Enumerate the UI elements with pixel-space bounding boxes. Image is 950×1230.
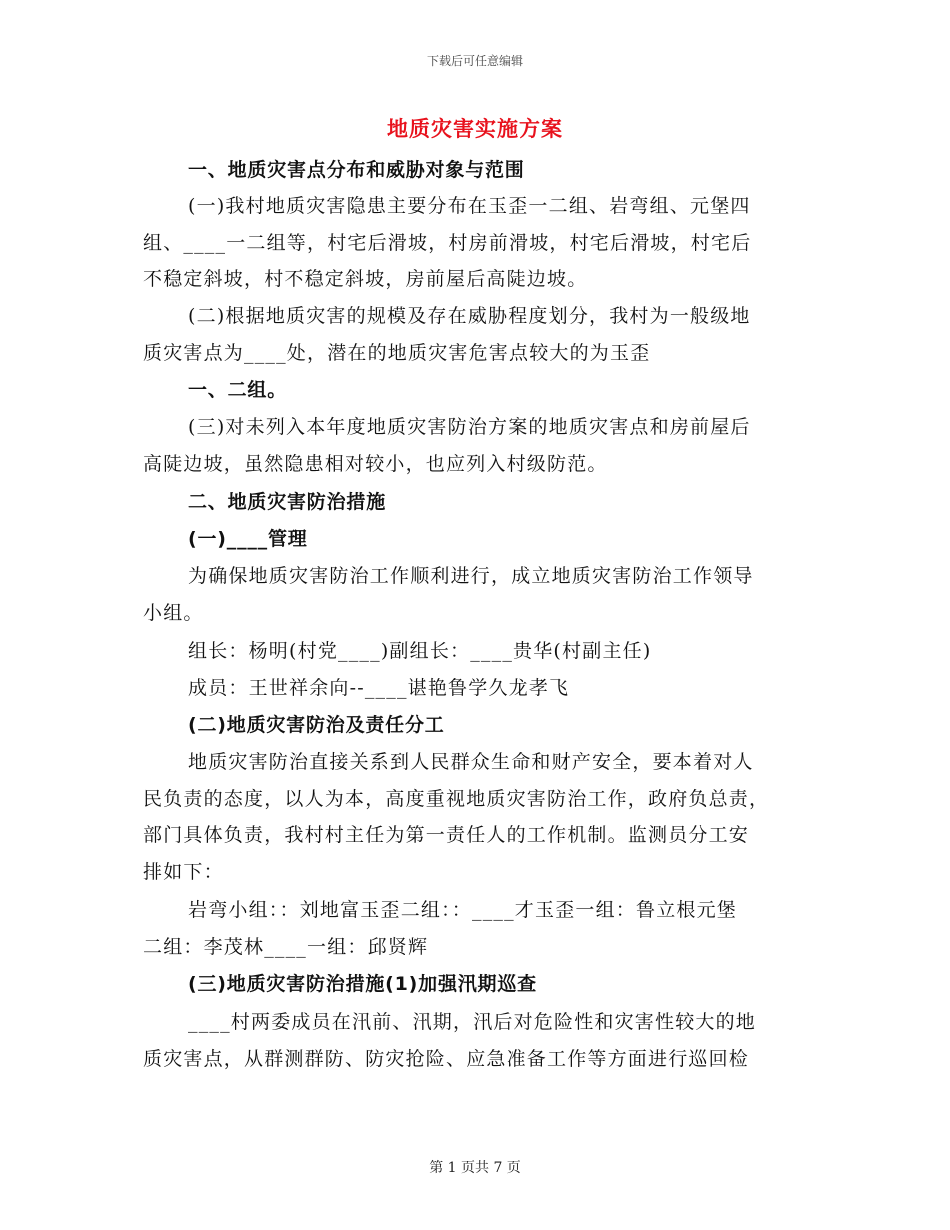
section-heading: 二、地质灾害防治措施: [188, 491, 387, 513]
paragraph-line: (一)我村地质灾害隐患主要分布在玉歪一二组、岩弯组、元堡四: [188, 195, 751, 217]
subsection-heading: (一)____管理: [188, 528, 308, 550]
document-title: 地质灾害实施方案: [387, 117, 563, 141]
paragraph-line: 民负责的态度，以人为本，高度重视地质灾害防治工作，政府负总责，: [143, 788, 770, 810]
paragraph-line: (三)对未列入本年度地质灾害防治方案的地质灾害点和房前屋后: [188, 416, 751, 438]
paragraph-line: 高陡边坡，虽然隐患相对较小，也应列入村级防范。: [143, 453, 608, 475]
paragraph-line: (二)根据地质灾害的规模及存在威胁程度划分，我村为一般级地: [188, 305, 751, 327]
paragraph-line: 地质灾害防治直接关系到人民群众生命和财产安全，要本着对人: [188, 751, 754, 773]
paragraph-line: 不稳定斜坡，村不稳定斜坡，房前屋后高陡边坡。: [143, 268, 588, 290]
paragraph-line: 一、二组。: [188, 379, 288, 401]
subsection-heading: (三)地质灾害防治措施(1)加强汛期巡查: [188, 973, 537, 995]
paragraph-line: 部门具体负责，我村村主任为第一责任人的工作机制。监测员分工安: [143, 824, 750, 846]
paragraph-line: 质灾害点，从群测群防、防灾抢险、应急准备工作等方面进行巡回检: [143, 1048, 750, 1070]
paragraph-line: 岩弯小组：：刘地富玉歪二组：：____才玉歪一组：鲁立根元堡: [188, 899, 738, 921]
paragraph-line: 质灾害点为____处，潜在的地质灾害危害点较大的为玉歪: [143, 342, 651, 364]
paragraph-line: 为确保地质灾害防治工作顺利进行，成立地质灾害防治工作领导: [188, 565, 754, 587]
paragraph-line: 排如下：: [143, 861, 224, 883]
page-number: 第 1 页共 7 页: [429, 1160, 521, 1176]
subsection-heading: (二)地质灾害防治及责任分工: [188, 714, 445, 736]
paragraph-line: 二组：李茂林____一组：邱贤辉: [143, 936, 429, 958]
page-header: 下载后可任意编辑: [426, 54, 523, 68]
paragraph-line: 组、____一二组等，村宅后滑坡，村房前滑坡，村宅后滑坡，村宅后: [143, 232, 752, 254]
paragraph-line: 小组。: [143, 602, 204, 624]
paragraph-line: 组长：杨明(村党____)副组长：____贵华(村副主任): [188, 640, 652, 662]
section-heading: 一、地质灾害点分布和威胁对象与范围: [188, 159, 525, 181]
paragraph-line: 成员：王世祥余向--____谌艳鲁学久龙孝飞: [188, 677, 570, 699]
paragraph-line: ____村两委成员在汛前、汛期，汛后对危险性和灾害性较大的地: [188, 1011, 757, 1033]
